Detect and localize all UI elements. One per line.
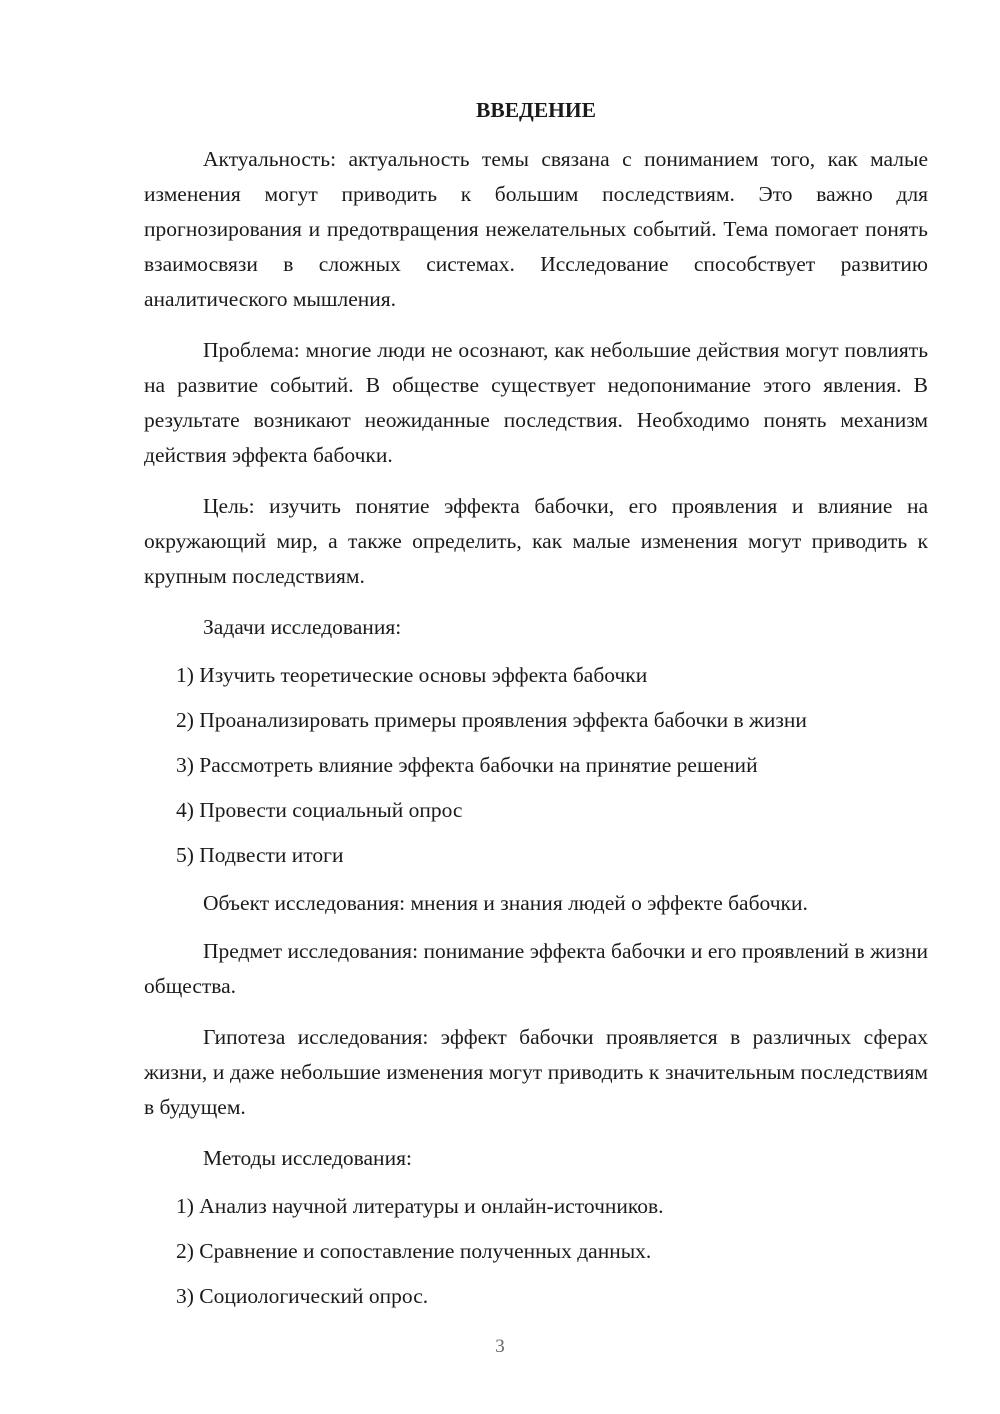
subject-paragraph: Предмет исследования: понимание эффекта бабочки и его проявлений в жизни общества. [144, 939, 928, 998]
goal-paragraph: Цель: изучить понятие эффекта бабочки, его проявления и влияние на окружающий мир, а также определить, как малые изменения могут приводить к крупным последствиям. [144, 494, 928, 588]
list-item: 1) Изучить теоретические основы эффекта бабочки [176, 663, 648, 687]
section-heading: ВВЕДЕНИЕ [476, 98, 596, 122]
page-content [144, 96, 928, 1327]
methods-list [144, 1189, 928, 1314]
relevance-paragraph: Актуальность: актуальность темы связана с пониманием того, как малые изменения могут приводить к большим последствиям. Это важно для прогнозирования и предотвращения нежелательных событий. Тема помогает понять взаимосвязи в сложных системах. Исследование способствует развитию аналитического мышления. [144, 147, 928, 311]
problem-paragraph: Проблема: многие люди не осознают, как небольшие действия могут повлиять на развитие событий. В обществе существует недопонимание этого явления. В результате возникают неожиданные последствия. Необходимо понять механизм действия эффекта бабочки. [144, 338, 928, 467]
list-item: 5) Подвести итоги [176, 843, 344, 867]
list-item: 3) Рассмотреть влияние эффекта бабочки на принятие решений [176, 753, 758, 777]
object-paragraph: Объект исследования: мнения и знания людей о эффекте бабочки. [203, 891, 808, 915]
list-item: 2) Проанализировать примеры проявления эффекта бабочки в жизни [176, 708, 807, 732]
list-item: 2) Сравнение и сопоставление полученных данных. [176, 1239, 652, 1263]
hypothesis-paragraph: Гипотеза исследования: эффект бабочки проявляется в различных сферах жизни, и даже небольшие изменения могут приводить к значительным последствиям в будущем. [144, 1025, 928, 1119]
list-item: 1) Анализ научной литературы и онлайн-источников. [176, 1194, 664, 1218]
list-item: 4) Провести социальный опрос [176, 798, 463, 822]
methods-title: Методы исследования: [203, 1146, 412, 1170]
page-number: 3 [495, 1336, 505, 1357]
list-item: 3) Социологический опрос. [176, 1284, 429, 1308]
tasks-list [144, 658, 928, 873]
tasks-title: Задачи исследования: [203, 615, 402, 639]
